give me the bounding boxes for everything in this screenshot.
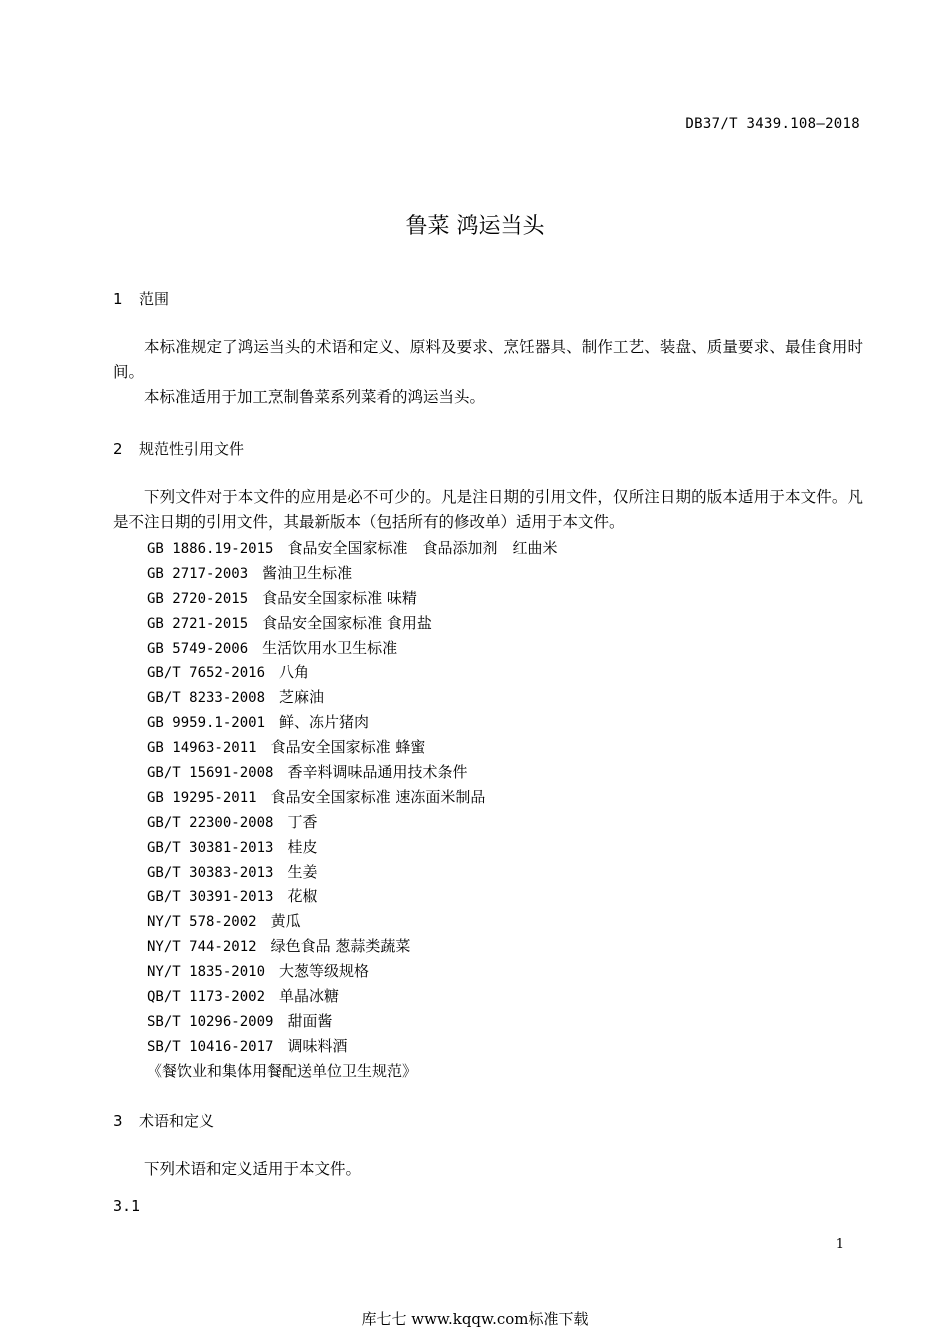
reference-item: [147, 636, 557, 661]
reference-name: 食品安全国家标准 味精: [262, 588, 417, 607]
reference-code: GB 2720-2015: [147, 590, 249, 607]
section-heading-scope: [113, 288, 169, 309]
reference-list: [147, 536, 557, 1084]
reference-code: GB 14963-2011: [147, 740, 257, 757]
reference-item: [147, 934, 557, 959]
reference-name: 香辛料调味品通用技术条件: [287, 763, 468, 782]
section-number: 3: [113, 1112, 123, 1130]
reference-name: 酱油卫生标准: [262, 563, 353, 582]
reference-code: GB/T 8233-2008: [147, 690, 266, 707]
reference-code: GB/T 30383-2013: [147, 864, 274, 881]
reference-name: 丁香: [287, 812, 318, 831]
reference-item: [147, 785, 557, 810]
reference-name: 黄瓜: [270, 912, 301, 931]
reference-code: GB 5749-2006: [147, 640, 249, 657]
document-title: 鲁菜 鸿运当头: [405, 214, 545, 239]
scope-paragraph-1: 本标准规定了鸿运当头的术语和定义、原料及要求、烹饪器具、制作工艺、装盘、质量要求、最佳食用时间。: [113, 338, 863, 381]
section-number: 2: [113, 440, 123, 458]
reference-code: GB/T 22300-2008: [147, 814, 274, 831]
reference-item: [147, 710, 557, 735]
reference-name: 生活饮用水卫生标准: [262, 638, 398, 657]
reference-code: GB 2721-2015: [147, 615, 249, 632]
reference-name: 绿色食品 葱蒜类蔬菜: [270, 937, 411, 956]
reference-name: 食品安全国家标准 蜂蜜: [270, 738, 426, 757]
reference-name: 调味料酒: [287, 1036, 348, 1055]
section-number: 1: [113, 290, 123, 308]
scope-paragraph-2: 本标准适用于加工烹制鲁菜系列菜肴的鸿运当头。: [144, 388, 486, 406]
scope-paragraphs: [113, 335, 863, 410]
section-title: 术语和定义: [139, 1112, 215, 1130]
reference-name: 桂皮: [287, 837, 318, 856]
reference-name: 芝麻油: [279, 688, 325, 707]
reference-code: GB 19295-2011: [147, 789, 257, 806]
reference-item: [147, 1009, 557, 1034]
reference-code: GB 9959.1-2001: [147, 715, 266, 732]
reference-item: [147, 735, 557, 760]
reference-item: [147, 909, 557, 934]
reference-item: [147, 685, 557, 710]
reference-code: GB/T 15691-2008: [147, 765, 274, 782]
reference-item: [147, 660, 557, 685]
reference-item: [147, 810, 557, 835]
normative-intro: [113, 485, 863, 535]
reference-name: 八角: [279, 663, 310, 682]
reference-name: 单晶冰糖: [279, 987, 340, 1006]
reference-item: [147, 1059, 557, 1084]
reference-code: SB/T 10296-2009: [147, 1013, 274, 1030]
reference-code: NY/T 744-2012: [147, 939, 257, 956]
reference-code: GB/T 7652-2016: [147, 665, 266, 682]
reference-code: GB 2717-2003: [147, 565, 249, 582]
reference-item: [147, 561, 557, 586]
reference-code: GB 1886.19-2015: [147, 541, 274, 557]
section-title: 范围: [139, 290, 170, 308]
reference-item: [147, 586, 557, 611]
reference-code: QB/T 1173-2002: [147, 989, 266, 1006]
reference-name: 食品安全国家标准 食用盐: [262, 613, 432, 632]
reference-name: 食品安全国家标准 食品添加剂 红曲米: [287, 539, 558, 557]
reference-name: 食品安全国家标准 速冻面米制品: [270, 787, 486, 806]
reference-item: [147, 1034, 557, 1059]
section-heading-terms: [113, 1110, 214, 1131]
footer-watermark: 库七七 www.kqqw.com标准下载: [361, 1310, 589, 1328]
reference-code: GB/T 30391-2013: [147, 889, 274, 906]
reference-code: NY/T 1835-2010: [147, 964, 266, 981]
reference-code: GB/T 30381-2013: [147, 839, 274, 856]
reference-name: 甜面酱: [287, 1011, 333, 1030]
reference-item: [147, 835, 557, 860]
terms-intro: [113, 1157, 863, 1182]
reference-name: 生姜: [287, 862, 318, 881]
reference-item: [147, 860, 557, 885]
subsection-number: 3.1: [113, 1197, 141, 1215]
reference-item: [147, 959, 557, 984]
reference-item: [147, 536, 557, 561]
reference-item: [147, 611, 557, 636]
section-heading-normative: [113, 438, 244, 459]
reference-name: 花椒: [287, 887, 318, 906]
reference-name: 鲜、冻片猪肉: [279, 713, 370, 732]
reference-code: NY/T 578-2002: [147, 914, 257, 931]
page-number: 1: [835, 1237, 844, 1252]
reference-name: 《餐饮业和集体用餐配送单位卫生规范》: [147, 1061, 418, 1080]
reference-code: SB/T 10416-2017: [147, 1038, 274, 1055]
document-code: DB37/T 3439.108—2018: [685, 116, 860, 132]
reference-item: [147, 984, 557, 1009]
terms-intro-text: 下列术语和定义适用于本文件。: [144, 1160, 362, 1178]
reference-item: [147, 760, 557, 785]
normative-intro-text: 下列文件对于本文件的应用是必不可少的。凡是注日期的引用文件，仅所注日期的版本适用于本文件。凡是不注日期的引用文件，其最新版本（包括所有的修改单）适用于本文件。: [113, 488, 863, 531]
section-title: 规范性引用文件: [139, 440, 245, 458]
reference-item: [147, 884, 557, 909]
reference-name: 大葱等级规格: [279, 962, 370, 981]
